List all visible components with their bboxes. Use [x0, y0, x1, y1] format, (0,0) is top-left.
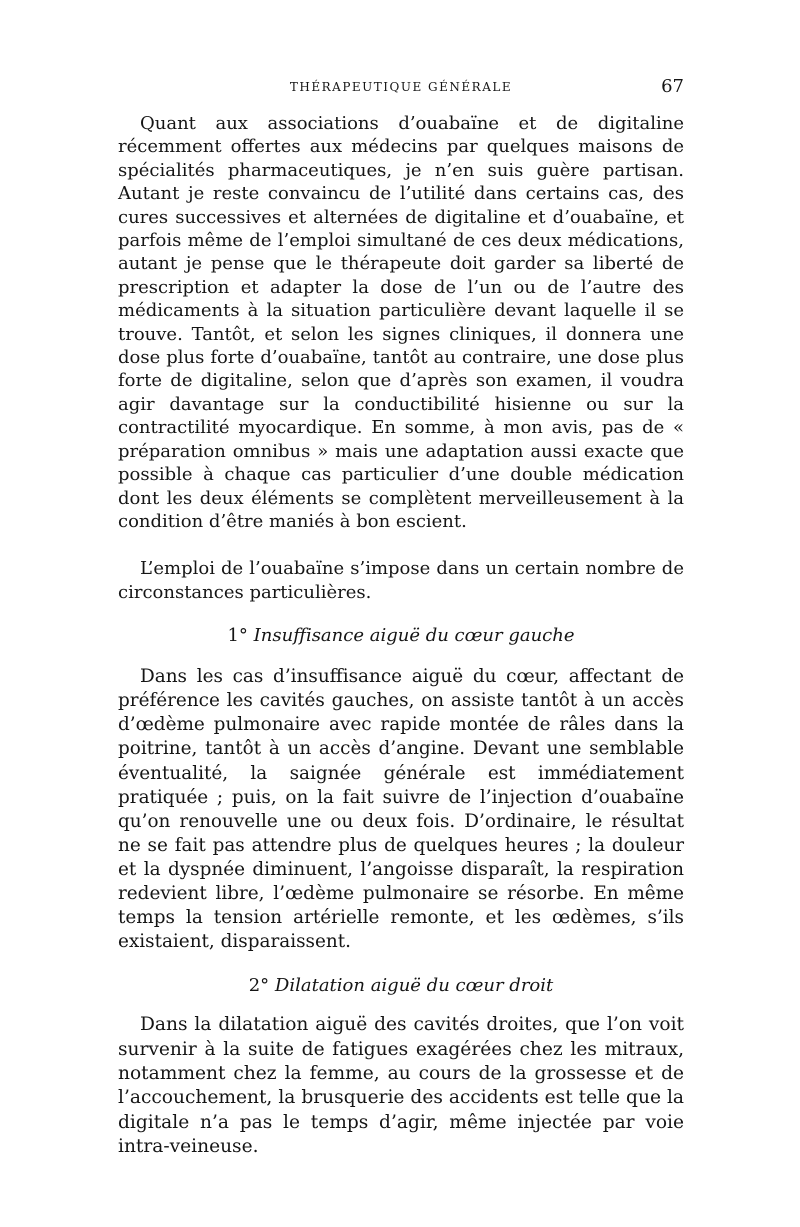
running-head: THÉRAPEUTIQUE GÉNÉRALE — [289, 80, 513, 94]
paragraph-dilatation: Dans la dilatation aiguë des cavités droites, que l’on voit survenir à la suite de fatigues exagérées chez les mitraux, notamment chez la femme, au cours de la grossesse et de l’accouchement, la brusquerie des accidents est telle que la digitale n’a pas le temps d’agir, même injectée par voie intra-veineuse. — [118, 1014, 684, 1158]
section-title-2: Dilatation aiguë du cœur droit — [274, 975, 554, 997]
page-header — [118, 76, 684, 100]
paragraph-associations: Quant aux associations d’ouabaïne et de digitaline récemment offertes aux médecins par quelques maisons de spécialités pharmaceutiques, je n’en suis guère partisan. Autant je reste convaincu de l’utilité dans certains cas, des cures successives et alternées de digitaline et d’ouabaïne, et parfois même de l’emploi simultané de ces deux médications, autant je pense que le thérapeute doit garder sa liberté de prescription et adapter la dose de l’un ou de l’autre des médicaments à la situation particulière devant laquelle il se trouve. Tantôt, et selon les signes cliniques, il donnera une dose plus forte d’ouabaïne, tantôt au contraire, une dose plus forte de digitaline, selon que d’après son examen, il voudra agir davantage sur la conductibilité hisienne ou sur la contractilité myocardique. En somme, à mon avis, pas de « préparation omnibus » mais une adaptation aussi exacte que possible à chaque cas particulier d’une double médication dont les deux éléments se complètent merveilleusement à la condition d’être maniés à bon escient. — [118, 113, 684, 532]
section-heading-2 — [118, 974, 684, 997]
paragraph-insuffisance: Dans les cas d’insuffisance aiguë du cœur, affectant de préférence les cavités gauches, on assiste tantôt à un accès d’œdème pulmonaire avec rapide montée de râles dans la poitrine, tantôt à un accès d’angine. Devant une semblable éventualité, la saignée générale est immédiatement pratiquée ; puis, on la fait suivre de l’injection d’ouabaïne qu’on renouvelle une ou deux fois. D’ordinaire, le résultat ne se fait pas attendre plus de quelques heures ; la douleur et la dyspnée diminuent, l’angoisse disparaît, la respiration redevient libre, l’œdème pulmonaire se résorbe. En même temps la tension artérielle remonte, et les œdèmes, s’ils existaient, disparaissent. — [118, 666, 684, 953]
paragraph-emploi: L’emploi de l’ouabaïne s’impose dans un certain nombre de circonstances particulières. — [118, 558, 684, 603]
page-number: 67 — [661, 76, 684, 97]
page-body — [118, 112, 684, 1160]
section-heading-1 — [118, 624, 684, 647]
section-title-1: Insuffisance aiguë du cœur gauche — [253, 625, 575, 647]
section-number-2: 2° — [248, 975, 270, 997]
section-number-1: 1° — [227, 625, 248, 647]
